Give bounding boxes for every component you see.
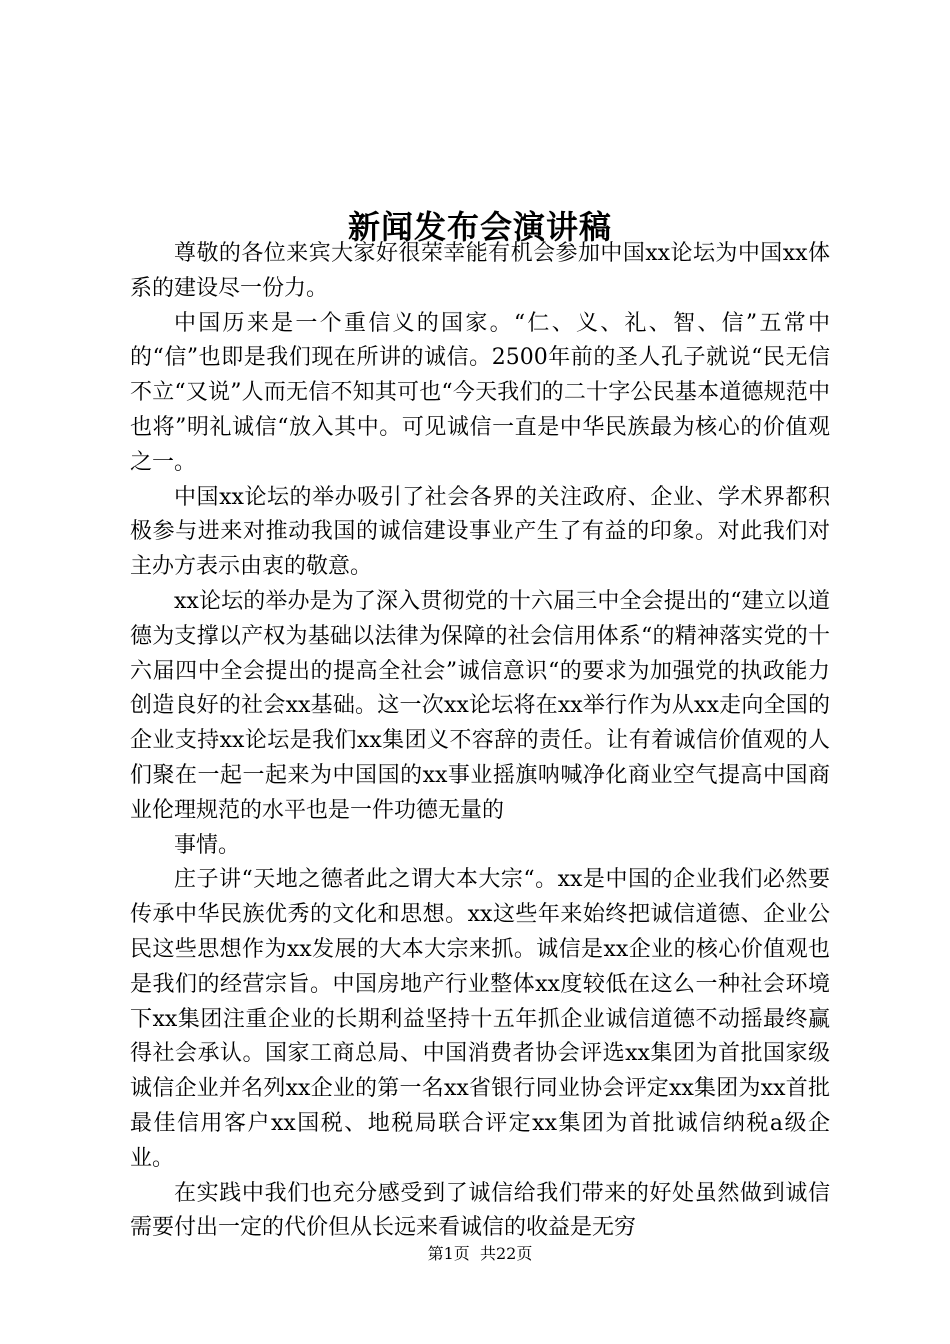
paragraph-greeting: 尊敬的各位来宾大家好很荣幸能有机会参加中国xx论坛为中国xx体系的建设尽一份力。 [130, 241, 830, 301]
paragraph-forum-impact: 中国xx论坛的举办吸引了社会各界的关注政府、企业、学术界都积极参与进来对推动我国的诚信建设事业产生了有益的印象。对此我们对主办方表示由衷的敬意。 [130, 484, 830, 580]
document-body [130, 237, 830, 1246]
paragraph-practice: 在实践中我们也充分感受到了诚信给我们带来的好处虽然做到诚信需要付出一定的代价但从长远来看诚信的收益是无穷 [130, 1180, 830, 1241]
page-total: 共22页 [479, 1244, 533, 1263]
page-footer [130, 1242, 830, 1266]
page-number: 第1页 [427, 1244, 470, 1263]
paragraph-continuation: 事情。 [174, 832, 241, 858]
paragraph-integrity-tradition: 中国历来是一个重信义的国家。“仁、义、礼、智、信”五常中的“信”也即是我们现在所讲的诚信。2500年前的圣人孔子就说“民无信不立“又说”人而无信不知其可也“今天我们的二十字公民基本道德规范中也将”明礼诚信“放入其中。可见诚信一直是中华民族最为核心的价值观之一。 [130, 310, 830, 475]
paragraph-forum-purpose: xx论坛的举办是为了深入贯彻党的十六届三中全会提出的“建立以道德为支撑以产权为基础以法律为保障的社会信用体系“的精神落实党的十六届四中全会提出的提高全社会”诚信意识“的要求为加强党的执政能力创造良好的社会xx基础。这一次xx论坛将在xx举行作为从xx走向全国的企业支持xx论坛是我们xx集团义不容辞的责任。让有着诚信价值观的人们聚在一起一起来为中国国的xx事业摇旗呐喊净化商业空气提高中国商业伦理规范的水平也是一件功德无量的 [130, 588, 830, 823]
document-title: 新闻发布会演讲稿 [347, 208, 612, 247]
paragraph-company-values: 庄子讲“天地之德者此之谓大本大宗“。xx是中国的企业我们必然要传承中华民族优秀的文化和思想。xx这些年来始终把诚信道德、企业公民这些思想作为xx发展的大本大宗来抓。诚信是xx企业的核心价值观也是我们的经营宗旨。中国房地产行业整体xx度较低在这么一种社会环境下xx集团注重企业的长期利益坚持十五年抓企业诚信道德不动摇最终赢得社会承认。国家工商总局、中国消费者协会评选xx集团为首批国家级诚信企业并名列xx企业的第一名xx省银行同业协会评定xx集团为xx首批最佳信用客户xx国税、地税局联合评定xx集团为首批诚信纳税a级企业。 [130, 867, 830, 1171]
document-page [130, 0, 830, 1344]
